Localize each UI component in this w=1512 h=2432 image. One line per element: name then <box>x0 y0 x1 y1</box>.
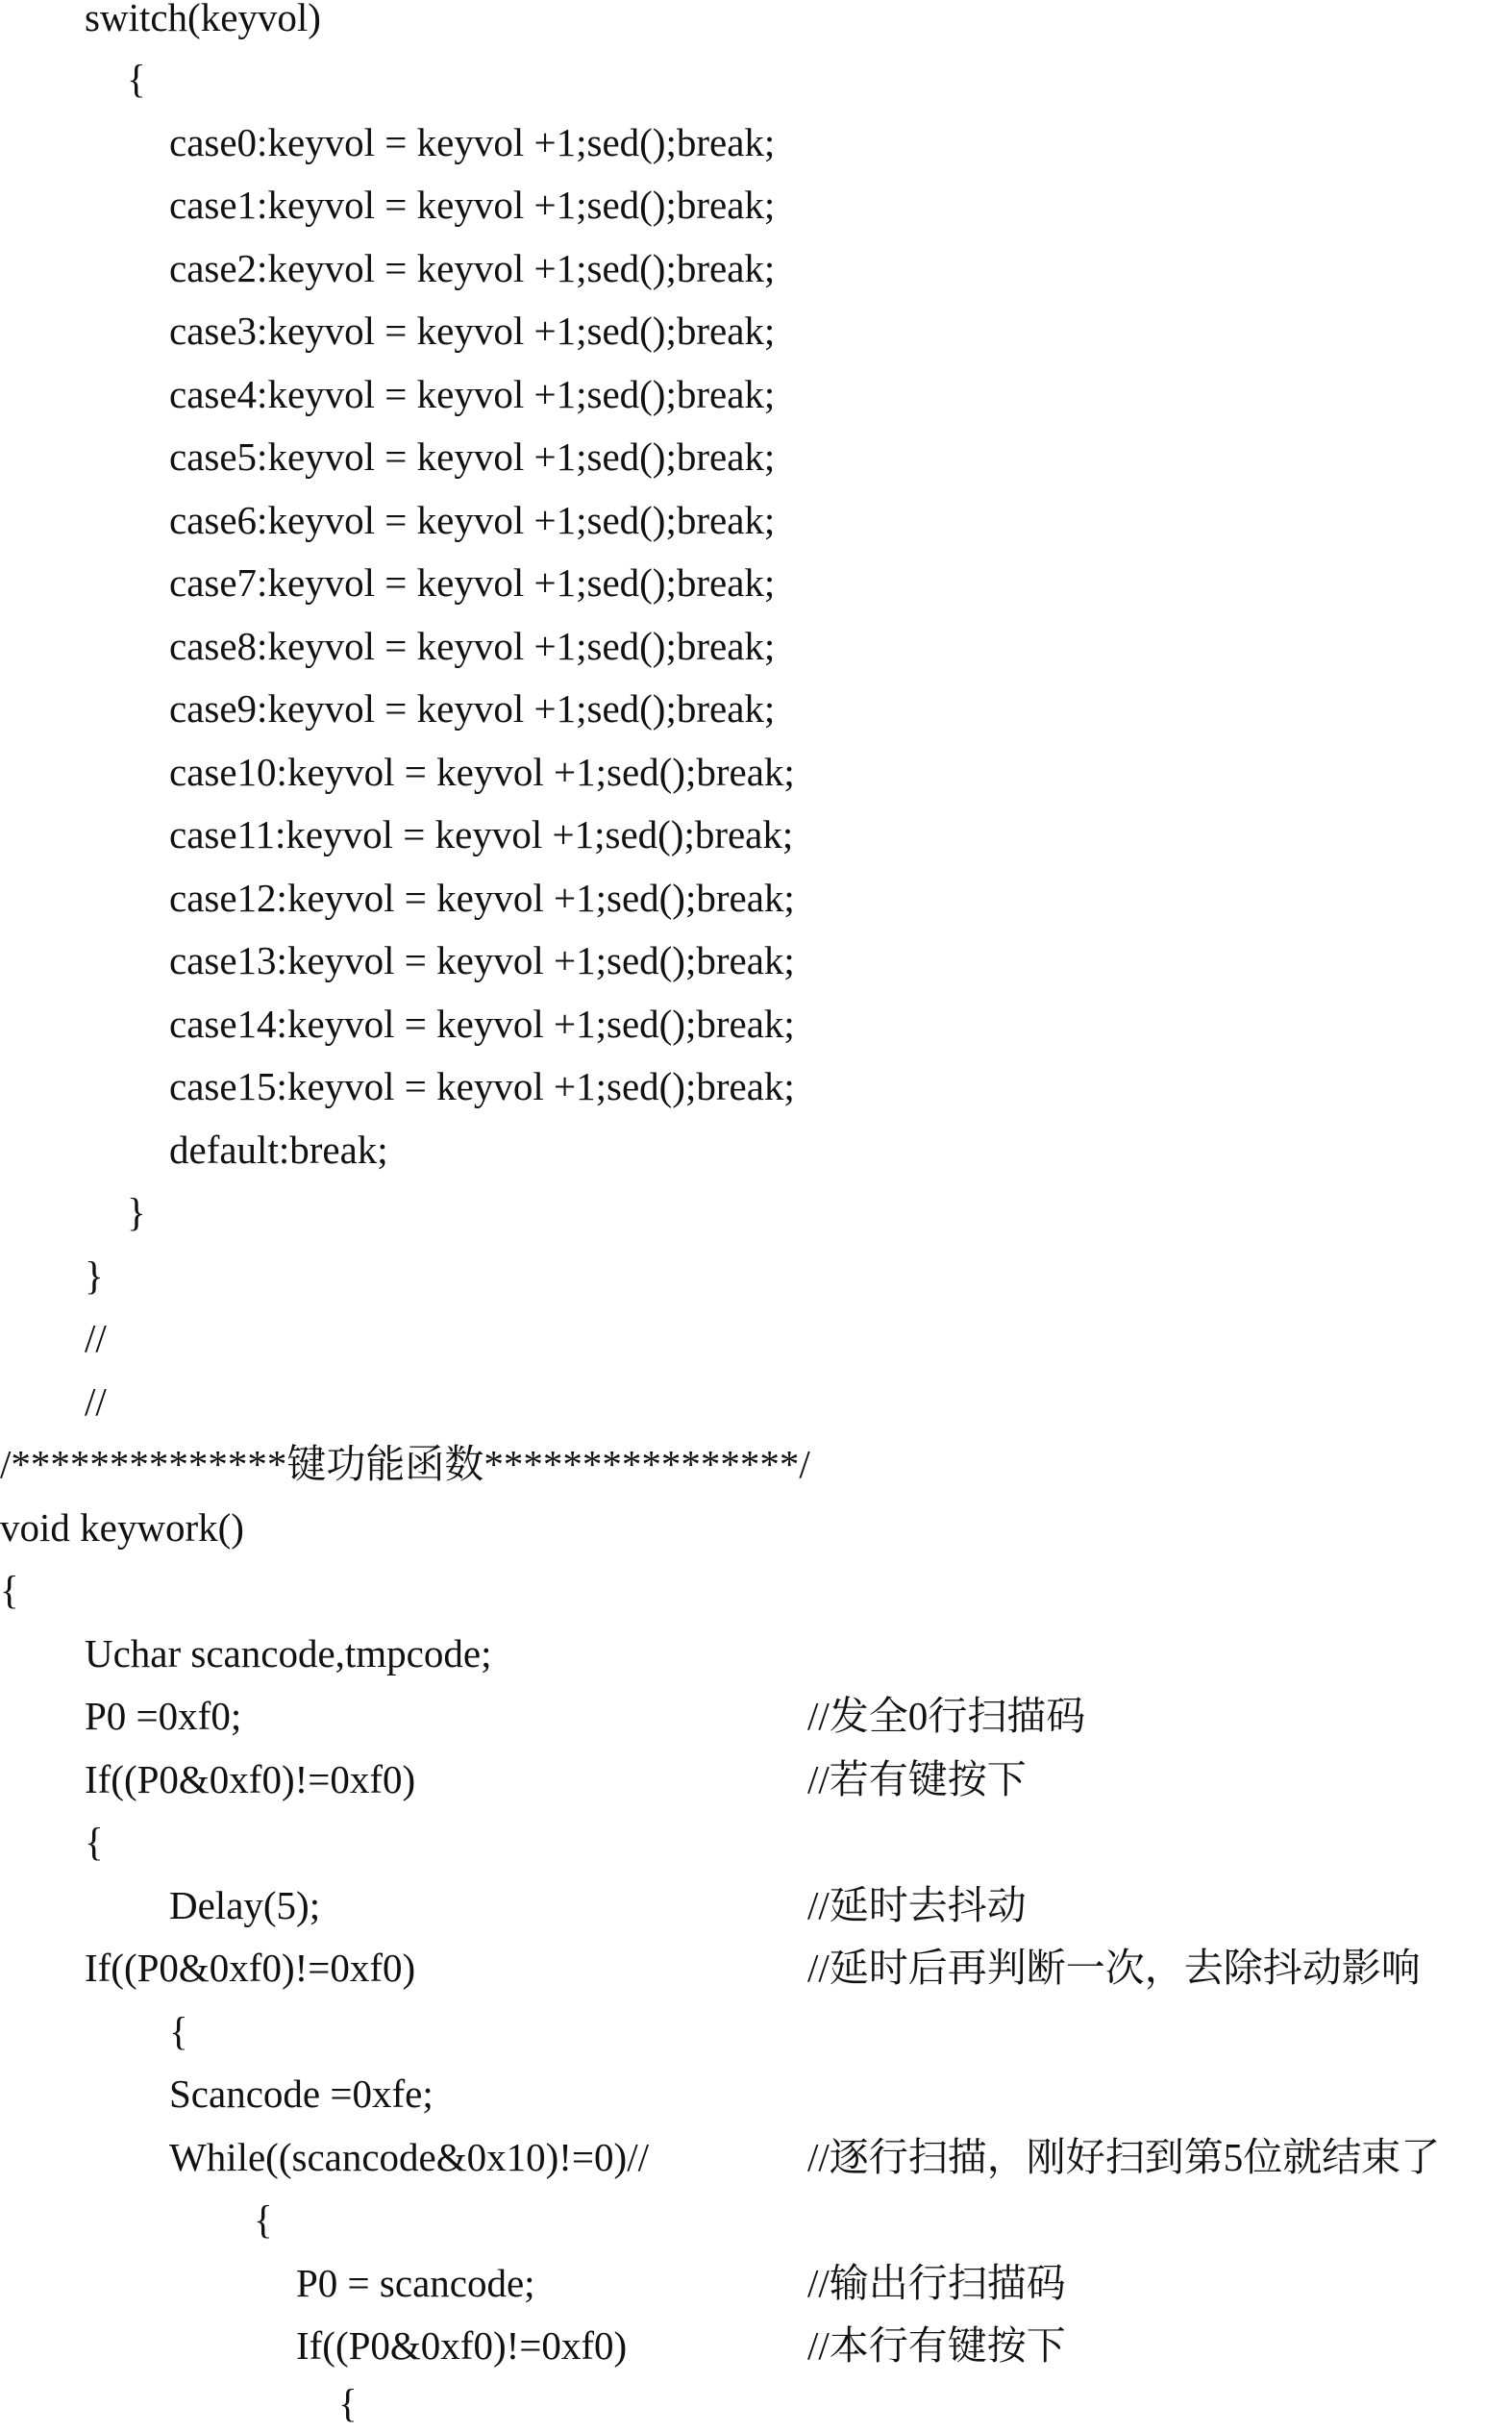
code-line-case0: case0:keyvol = keyvol +1;sed();break; <box>169 120 776 164</box>
code-line-brace-open: { <box>338 2381 358 2425</box>
code-line-brace-open: { <box>254 2197 273 2242</box>
code-line-case10: case10:keyvol = keyvol +1;sed();break; <box>169 750 795 794</box>
code-line-case11: case11:keyvol = keyvol +1;sed();break; <box>169 812 794 856</box>
code-comment: //延时去抖动 <box>807 1883 1027 1927</box>
code-line-brace-open: { <box>85 1820 104 1864</box>
code-line-if: If((P0&0xf0)!=0xf0) <box>296 2323 628 2368</box>
code-line-brace-open: { <box>0 1568 19 1612</box>
code-line-case8: case8:keyvol = keyvol +1;sed();break; <box>169 624 776 668</box>
code-line-case1: case1:keyvol = keyvol +1;sed();break; <box>169 183 776 227</box>
code-line-brace-close: } <box>127 1190 146 1234</box>
code-line-comment: // <box>85 1379 107 1424</box>
code-line-case9: case9:keyvol = keyvol +1;sed();break; <box>169 686 776 731</box>
code-comment: //发全0行扫描码 <box>807 1694 1086 1738</box>
code-line-case4: case4:keyvol = keyvol +1;sed();break; <box>169 372 776 416</box>
code-line-delay: Delay(5); <box>169 1883 321 1927</box>
code-line-case14: case14:keyvol = keyvol +1;sed();break; <box>169 1002 795 1046</box>
code-comment: //本行有键按下 <box>807 2323 1066 2368</box>
code-comment: //若有键按下 <box>807 1757 1027 1801</box>
code-line-scancode-assign: Scancode =0xfe; <box>169 2072 434 2116</box>
code-line-comment: // <box>85 1316 107 1360</box>
code-line-p0-assign: P0 =0xf0; <box>85 1694 242 1738</box>
code-line-while: While((scancode&0x10)!=0)// <box>169 2135 649 2179</box>
code-line-if: If((P0&0xf0)!=0xf0) <box>85 1757 416 1801</box>
code-line-default: default:break; <box>169 1128 388 1172</box>
code-line-brace-open: { <box>169 2009 188 2053</box>
code-comment: //延时后再判断一次，去除抖动影响 <box>807 1946 1421 1990</box>
code-line-case13: case13:keyvol = keyvol +1;sed();break; <box>169 938 795 982</box>
code-line-case6: case6:keyvol = keyvol +1;sed();break; <box>169 498 776 542</box>
code-line-brace-close: } <box>85 1253 104 1298</box>
code-line-var-decl: Uchar scancode,tmpcode; <box>85 1631 492 1675</box>
code-line-brace-open: { <box>127 57 146 101</box>
code-line-section-banner: /**************键功能函数****************/ <box>0 1442 810 1486</box>
code-comment: //输出行扫描码 <box>807 2261 1066 2305</box>
code-line-case15: case15:keyvol = keyvol +1;sed();break; <box>169 1064 795 1108</box>
code-line-case12: case12:keyvol = keyvol +1;sed();break; <box>169 876 795 920</box>
code-comment: //逐行扫描，刚好扫到第5位就结束了 <box>807 2135 1441 2179</box>
code-line-case5: case5:keyvol = keyvol +1;sed();break; <box>169 434 776 479</box>
code-line-p0-scancode: P0 = scancode; <box>296 2261 535 2305</box>
code-line-switch: switch(keyvol) <box>85 0 321 39</box>
code-line-function-decl: void keywork() <box>0 1505 244 1550</box>
code-line-case3: case3:keyvol = keyvol +1;sed();break; <box>169 309 776 353</box>
code-line-case7: case7:keyvol = keyvol +1;sed();break; <box>169 560 776 605</box>
code-line-case2: case2:keyvol = keyvol +1;sed();break; <box>169 246 776 290</box>
code-line-if: If((P0&0xf0)!=0xf0) <box>85 1946 416 1990</box>
